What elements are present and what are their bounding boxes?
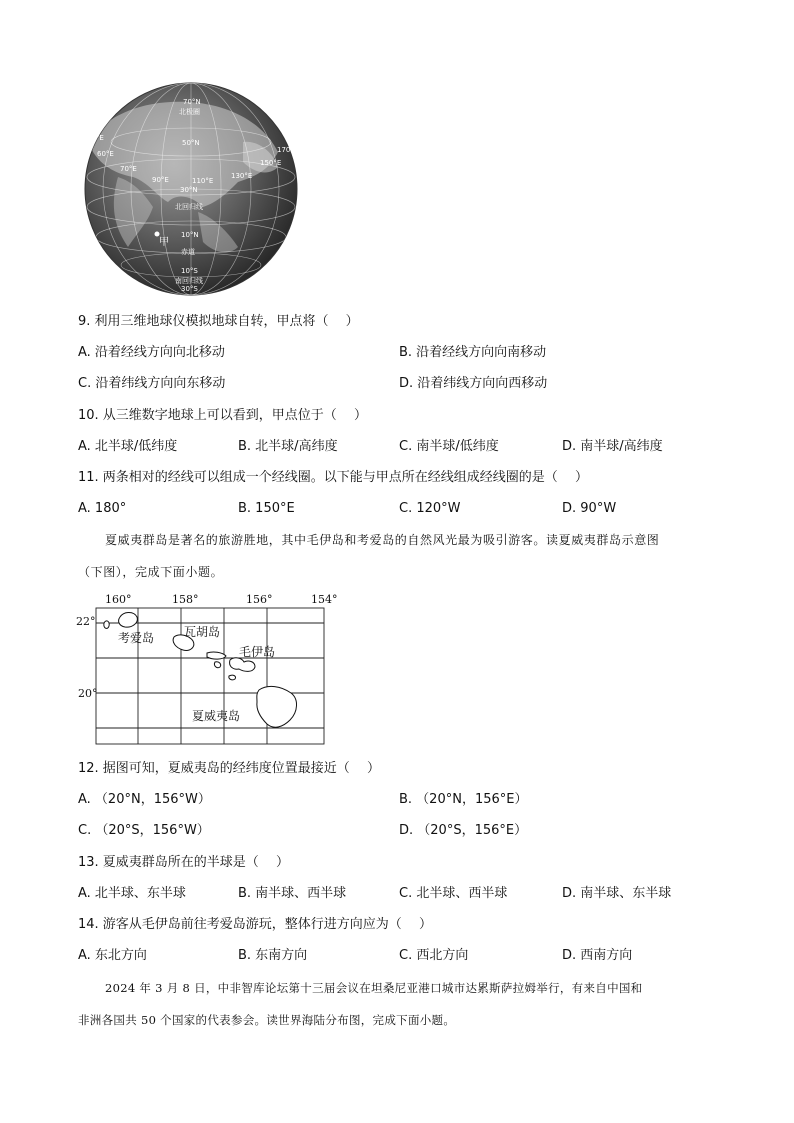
lon-tick-160: 160° xyxy=(105,593,132,606)
globe-label-lat50: 50°N xyxy=(182,139,200,147)
molokai-island-shape xyxy=(207,652,226,659)
globe-label-lon110e: 110°E xyxy=(192,177,214,185)
question-13-option-b[interactable]: B. 南半球、西半球 xyxy=(238,886,347,901)
globe-label-lon150e: 150°E xyxy=(260,159,282,167)
intro-hawaii-line-2: （下图），完成下面小题。 xyxy=(78,565,224,579)
question-12-option-a[interactable]: A. （20°N，156°W） xyxy=(78,792,211,807)
question-10-option-c[interactable]: C. 南半球/低纬度 xyxy=(399,439,499,454)
question-9-stem: 9. 利用三维地球仪模拟地球自转，甲点将（ ） xyxy=(78,314,359,329)
lanai-island-shape xyxy=(214,662,220,668)
question-10-stem: 10. 从三维数字地球上可以看到，甲点位于（ ） xyxy=(78,408,367,423)
lat-tick-20: 20° xyxy=(78,687,98,700)
globe-label-lon170e: 170°E xyxy=(277,146,299,154)
globe-label-lon90e: 90°E xyxy=(152,176,169,184)
question-14-stem: 14. 游客从毛伊岛前往考爱岛游玩，整体行进方向应为（ ） xyxy=(78,917,432,932)
question-9-option-c[interactable]: C. 沿着纬线方向向东移动 xyxy=(78,376,226,391)
niihau-island-shape xyxy=(104,621,109,629)
question-11-option-a[interactable]: A. 180° xyxy=(78,501,127,516)
globe-label-lon30e: 30°E xyxy=(87,134,104,142)
question-11-stem: 11. 两条相对的经线可以组成一个经线圈。以下能与甲点所在经线组成经线圈的是（ ） xyxy=(78,470,588,485)
question-10-option-d[interactable]: D. 南半球/高纬度 xyxy=(562,439,663,454)
intro-forum-line-2: 非洲各国共 50 个国家的代表参会。读世界海陆分布图，完成下面小题。 xyxy=(78,1013,456,1027)
question-10-option-b[interactable]: B. 北半球/高纬度 xyxy=(238,439,338,454)
question-12-option-b[interactable]: B. （20°N，156°E） xyxy=(399,792,528,807)
globe-label-arctic-circle: 北极圈 xyxy=(179,108,200,116)
question-9-option-d[interactable]: D. 沿着纬线方向向西移动 xyxy=(399,376,548,391)
label-hawaii: 夏威夷岛 xyxy=(192,709,241,723)
question-13-option-d[interactable]: D. 南半球、东半球 xyxy=(562,886,672,901)
question-12-option-c[interactable]: C. （20°S，156°W） xyxy=(78,823,210,838)
hawaii-island-shape xyxy=(257,686,297,727)
question-9-option-a[interactable]: A. 沿着经线方向向北移动 xyxy=(78,345,225,360)
globe-label-equator: 赤道 xyxy=(181,248,195,256)
question-14-option-c[interactable]: C. 西北方向 xyxy=(399,948,469,963)
kahoolawe-island-shape xyxy=(229,675,236,680)
globe-label-tropic-south: 南回归线 xyxy=(175,277,203,285)
label-maui: 毛伊岛 xyxy=(239,645,276,659)
question-11-option-c[interactable]: C. 120°W xyxy=(399,501,461,516)
globe-label-lat30s: 30°S xyxy=(181,285,198,293)
lon-tick-154: 154° xyxy=(311,593,338,606)
globe-label-point-jia: 甲 xyxy=(159,237,169,248)
maui-island-shape xyxy=(230,658,255,672)
label-oahu: 瓦胡岛 xyxy=(184,625,221,639)
question-14-option-b[interactable]: B. 东南方向 xyxy=(238,948,308,963)
globe-label-lat30: 30°N xyxy=(180,186,198,194)
hawaii-map xyxy=(72,590,338,750)
globe-label-lon70e: 70°E xyxy=(120,165,137,173)
question-14-option-a[interactable]: A. 东北方向 xyxy=(78,948,147,963)
question-12-stem: 12. 据图可知，夏威夷岛的经纬度位置最接近（ ） xyxy=(78,761,380,776)
globe-label-lon60e: 60°E xyxy=(97,150,114,158)
globe-figure xyxy=(78,82,304,296)
kauai-island-shape xyxy=(119,613,138,628)
lon-tick-156: 156° xyxy=(246,593,273,606)
question-12-option-d[interactable]: D. （20°S，156°E） xyxy=(399,823,528,838)
intro-forum-line-1: 2024 年 3 月 8 日，中非智库论坛第十三届会议在坦桑尼亚港口城市达累斯萨拉姆举行，有来自中国和 xyxy=(105,981,643,995)
lon-tick-158: 158° xyxy=(172,593,199,606)
question-13-stem: 13. 夏威夷群岛所在的半球是（ ） xyxy=(78,855,289,870)
point-jia-marker xyxy=(155,232,160,237)
label-kauai: 考爱岛 xyxy=(118,631,155,645)
globe-label-tropic-north: 北回归线 xyxy=(175,203,203,211)
question-13-option-c[interactable]: C. 北半球、西半球 xyxy=(399,886,508,901)
question-14-option-d[interactable]: D. 西南方向 xyxy=(562,948,633,963)
globe-label-lat10n: 10°N xyxy=(181,231,199,239)
intro-hawaii-line-1: 夏威夷群岛是著名的旅游胜地，其中毛伊岛和考爱岛的自然风光最为吸引游客。读夏威夷群岛示意图 xyxy=(105,533,660,547)
globe-label-lon130e: 130°E xyxy=(231,172,253,180)
question-10-option-a[interactable]: A. 北半球/低纬度 xyxy=(78,439,178,454)
question-9-option-b[interactable]: B. 沿着经线方向向南移动 xyxy=(399,345,547,360)
lat-tick-22: 22° xyxy=(76,615,96,628)
question-11-option-d[interactable]: D. 90°W xyxy=(562,501,617,516)
globe-label-lat70: 70°N xyxy=(183,98,201,106)
question-11-option-b[interactable]: B. 150°E xyxy=(238,501,295,516)
globe-label-lat10s: 10°S xyxy=(181,267,198,275)
question-13-option-a[interactable]: A. 北半球、东半球 xyxy=(78,886,186,901)
